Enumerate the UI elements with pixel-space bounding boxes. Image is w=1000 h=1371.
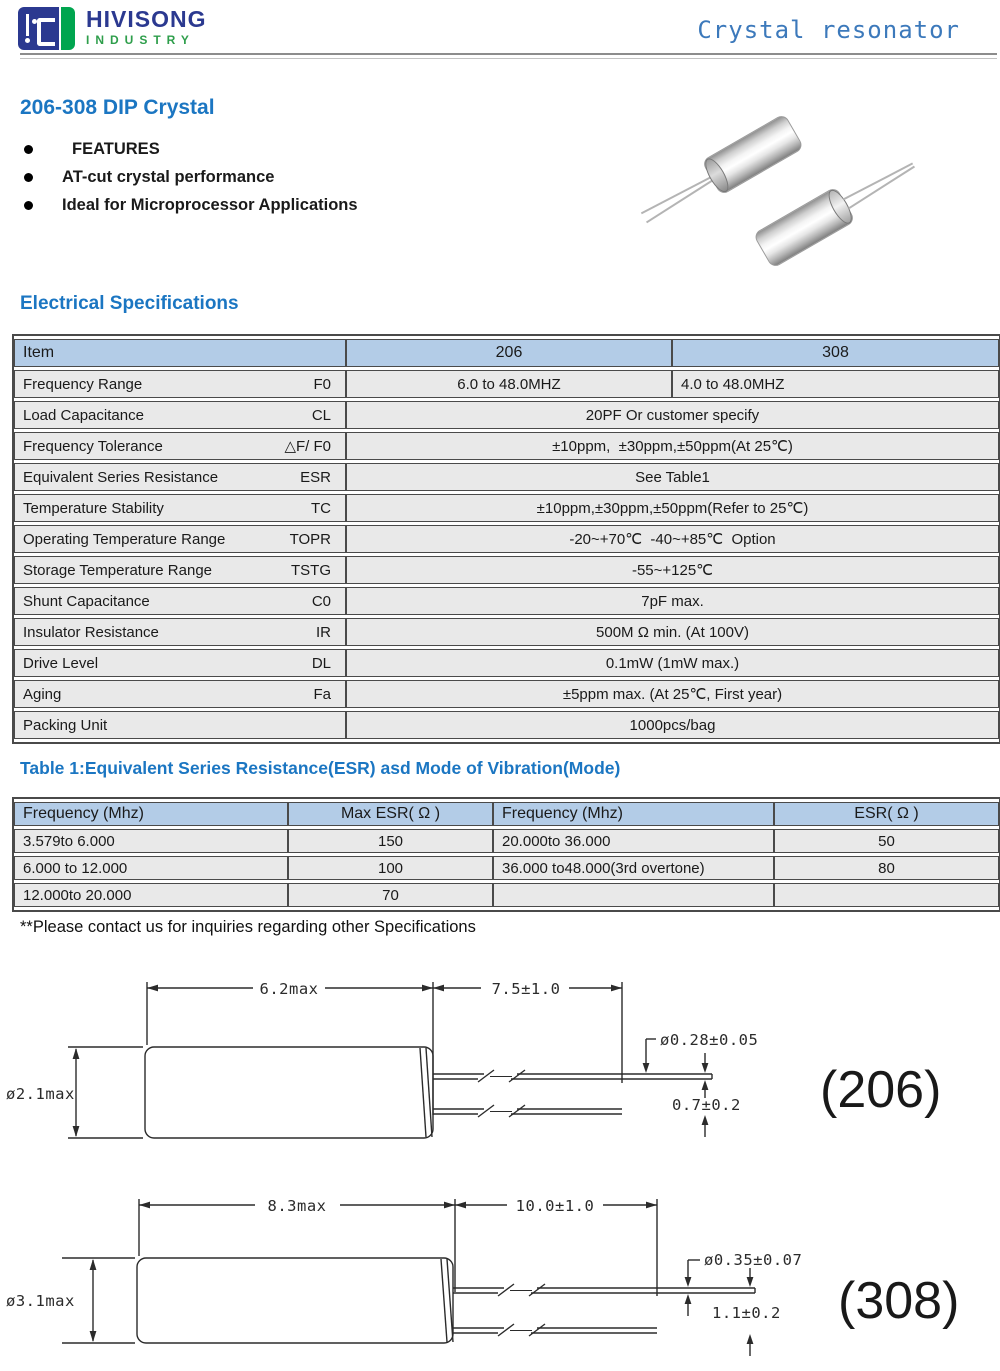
- crystal-outline-308: [137, 1258, 453, 1343]
- frequency-cell: [493, 883, 774, 907]
- crystal-photo-left: [634, 113, 805, 235]
- list-item: FEATURES: [22, 140, 358, 159]
- frequency-cell: 3.579to 6.000: [14, 829, 288, 853]
- product-photo: [618, 112, 995, 270]
- col-header-206: 206: [346, 339, 672, 367]
- company-logo-icon: [18, 7, 75, 50]
- value-cell: ±10ppm, ±30ppm,±50ppm(At 25℃): [346, 432, 999, 460]
- table-row: [14, 649, 999, 677]
- esr-cell: 70: [288, 883, 493, 907]
- item-symbol: TOPR: [289, 530, 331, 548]
- logo-green-block: [59, 7, 75, 50]
- crystal-leads: [642, 175, 714, 221]
- item-cell: [14, 711, 346, 739]
- table-row: [14, 556, 999, 584]
- item-symbol: ESR: [300, 468, 331, 486]
- logo-circuit-trace: [26, 14, 29, 36]
- item-cell: [14, 587, 346, 615]
- dim-lead-dia-308: ø0.35±0.07: [704, 1251, 803, 1269]
- value-cell: 20PF Or customer specify: [346, 401, 999, 429]
- value-cell: -20~+70℃ -40~+85℃ Option: [346, 525, 999, 553]
- value-cell-308: 4.0 to 48.0MHZ: [672, 370, 999, 398]
- item-symbol: IR: [316, 623, 331, 641]
- value-cell: See Table1: [346, 463, 999, 491]
- electrical-specifications-table: [12, 334, 1000, 744]
- brand-name: HIVISONG: [86, 6, 207, 32]
- value-cell: 0.1mW (1mW max.): [346, 649, 999, 677]
- frequency-cell: 6.000 to 12.000: [14, 856, 288, 880]
- features-list: [22, 140, 358, 224]
- table-row: [14, 680, 999, 708]
- section-heading-electrical: Electrical Specifications: [20, 293, 239, 314]
- item-symbol: Fa: [313, 685, 331, 703]
- item-label: Drive Level: [23, 654, 99, 672]
- esr-cell: 100: [288, 856, 493, 880]
- dim-lead-pitch-206: 0.7±0.2: [672, 1096, 741, 1114]
- item-symbol: TSTG: [291, 561, 331, 579]
- document-title: Crystal resonator: [697, 16, 960, 44]
- table-row: [14, 463, 999, 491]
- value-cell: 1000pcs/bag: [346, 711, 999, 739]
- crystal-body: [701, 113, 804, 196]
- col-header-308: 308: [672, 339, 999, 367]
- item-label: Frequency Tolerance: [23, 437, 163, 455]
- item-label: Packing Unit: [23, 716, 108, 734]
- item-symbol: DL: [311, 654, 331, 672]
- dim-lead-pitch-308: 1.1±0.2: [712, 1304, 781, 1322]
- item-label: Storage Temperature Range: [23, 561, 213, 579]
- item-label: Operating Temperature Range: [23, 530, 226, 548]
- crystal-photo-right: [753, 147, 924, 269]
- table-row: [14, 856, 999, 880]
- item-symbol: C0: [311, 592, 331, 610]
- dim-lead-length-206: 7.5±1.0: [491, 980, 561, 998]
- section-heading-table1: Table 1:Equivalent Series Resistance(ESR) asd Mode of Vibration(Mode): [20, 758, 621, 778]
- item-cell: [14, 463, 346, 491]
- table-row: [14, 829, 999, 853]
- value-cell: 7pF max.: [346, 587, 999, 615]
- col-header-item: Item: [14, 339, 346, 367]
- item-symbol: CL: [311, 406, 331, 424]
- crystal-leads: [844, 161, 916, 207]
- value-cell: ±10ppm,±30ppm,±50ppm(Refer to 25℃): [346, 494, 999, 522]
- col-header-frequency-2: Frequency (Mhz): [493, 802, 774, 826]
- brand-subtitle: INDUSTRY: [86, 33, 195, 47]
- item-cell: [14, 525, 346, 553]
- logo-bracket-shape: [37, 18, 55, 46]
- item-cell: [14, 680, 346, 708]
- drawing-206: [0, 965, 1000, 1165]
- dim-body-length-206: 6.2max: [259, 980, 319, 998]
- logo-circuit-dot: [25, 38, 30, 43]
- table-row: [14, 587, 999, 615]
- item-label: Insulator Resistance: [23, 623, 159, 641]
- table-row: [14, 618, 999, 646]
- list-item: AT-cut crystal performance: [22, 168, 358, 187]
- crystal-outline-206: [145, 1047, 433, 1138]
- item-label: Temperature Stability: [23, 499, 164, 517]
- item-label: Shunt Capacitance: [23, 592, 150, 610]
- esr-cell: 50: [774, 829, 999, 853]
- footnote: **Please contact us for inquiries regarding other Specifications: [20, 918, 476, 936]
- esr-table: [12, 797, 1000, 912]
- item-cell: [14, 432, 346, 460]
- dim-body-length-308: 8.3max: [267, 1197, 327, 1215]
- col-header-esr: ESR( Ω ): [774, 802, 999, 826]
- item-cell: [14, 649, 346, 677]
- model-label-308: (308): [838, 1272, 960, 1330]
- item-cell: [14, 370, 346, 398]
- table-row: [14, 711, 999, 739]
- esr-cell: [774, 883, 999, 907]
- crystal-body: [753, 186, 856, 269]
- item-cell: [14, 556, 346, 584]
- table-row: [14, 525, 999, 553]
- item-symbol: TC: [311, 499, 331, 517]
- value-cell: -55~+125℃: [346, 556, 999, 584]
- table-row: [14, 370, 999, 398]
- frequency-cell: 20.000to 36.000: [493, 829, 774, 853]
- item-label: Load Capacitance: [23, 406, 144, 424]
- item-symbol: △F/ F0: [284, 438, 331, 455]
- dim-body-dia-308: ø3.1max: [6, 1292, 75, 1310]
- value-cell-206: 6.0 to 48.0MHZ: [346, 370, 672, 398]
- frequency-cell: 12.000to 20.000: [14, 883, 288, 907]
- value-cell: ±5ppm max. (At 25℃, First year): [346, 680, 999, 708]
- page-title: 206-308 DIP Crystal: [20, 96, 215, 119]
- esr-cell: 150: [288, 829, 493, 853]
- table-row: [14, 401, 999, 429]
- drawing-308: [0, 1160, 1000, 1371]
- item-cell: [14, 401, 346, 429]
- table-row: [14, 494, 999, 522]
- header-divider: [20, 53, 997, 59]
- col-header-frequency-1: Frequency (Mhz): [14, 802, 288, 826]
- dim-lead-length-308: 10.0±1.0: [515, 1197, 595, 1215]
- item-label: Equivalent Series Resistance: [23, 468, 219, 486]
- frequency-cell: 36.000 to48.000(3rd overtone): [493, 856, 774, 880]
- table-header-row: [14, 802, 999, 826]
- brand-block: [86, 8, 206, 46]
- esr-cell: 80: [774, 856, 999, 880]
- value-cell: 500M Ω min. (At 100V): [346, 618, 999, 646]
- item-label: Aging: [23, 685, 62, 703]
- dim-body-dia-206: ø2.1max: [6, 1085, 75, 1103]
- table-header-row: [14, 339, 999, 367]
- item-label: Frequency Range: [23, 375, 143, 393]
- dim-lead-dia-206: ø0.28±0.05: [660, 1031, 759, 1049]
- item-cell: [14, 618, 346, 646]
- list-item: Ideal for Microprocessor Applications: [22, 196, 358, 215]
- model-label-206: (206): [820, 1061, 942, 1119]
- item-symbol: F0: [313, 375, 331, 393]
- table-row: [14, 432, 999, 460]
- col-header-max-esr: Max ESR( Ω ): [288, 802, 493, 826]
- item-cell: [14, 494, 346, 522]
- table-row: [14, 883, 999, 907]
